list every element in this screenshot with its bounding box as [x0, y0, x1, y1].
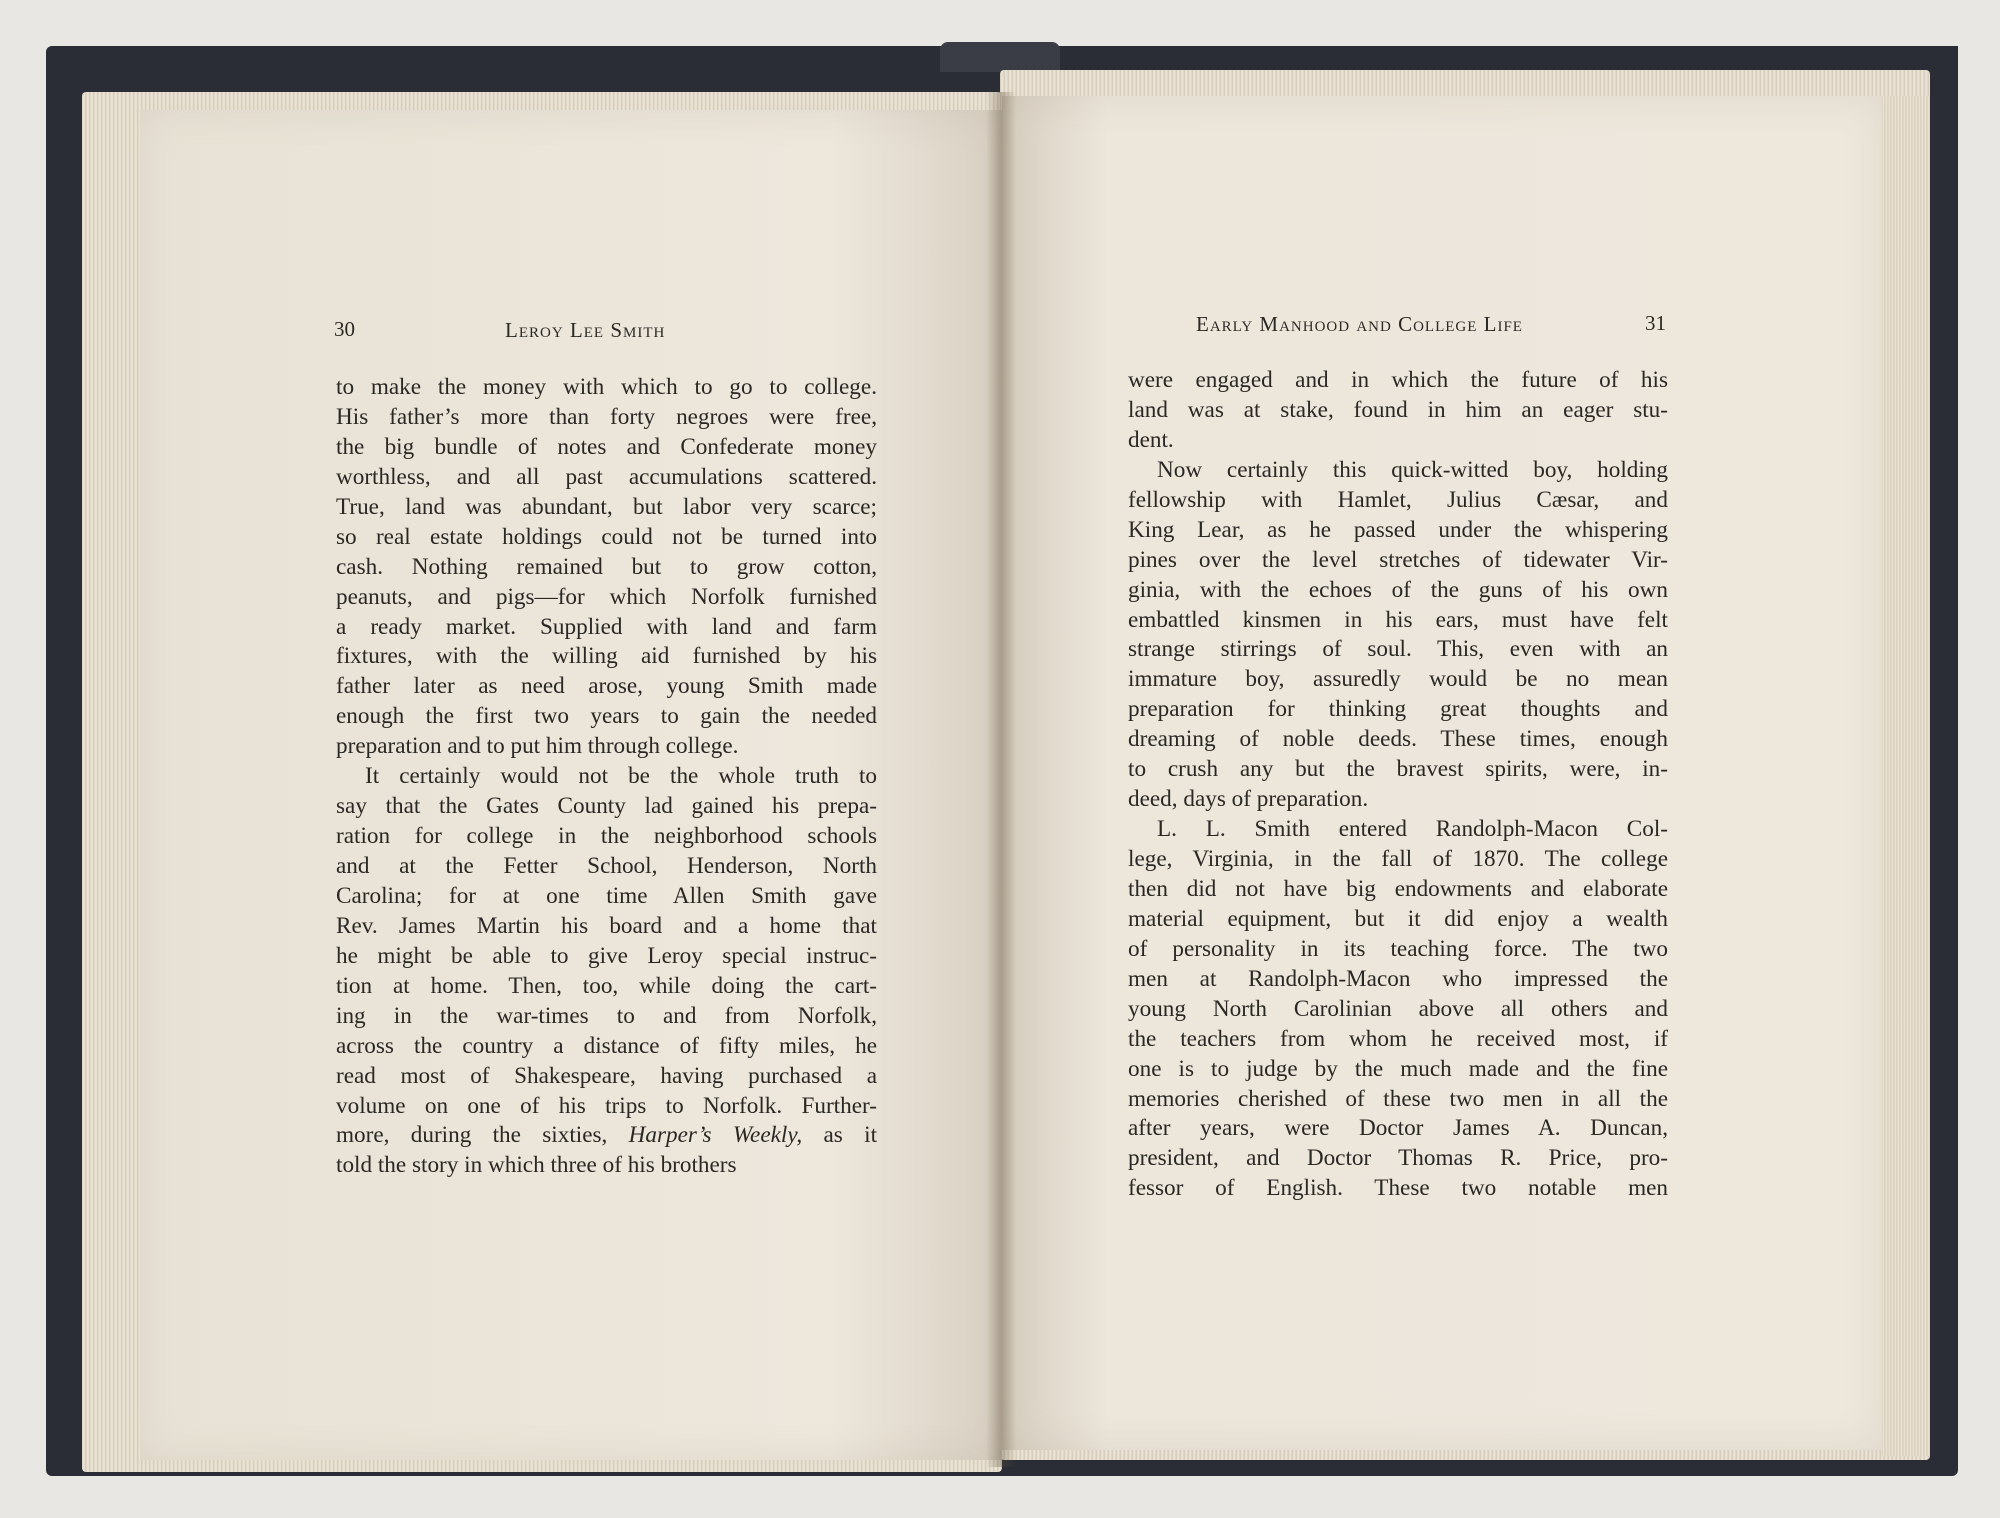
text-line: deed, days of preparation.: [1128, 786, 1369, 813]
text-line: then did not have big endowments and elaborate: [1128, 875, 1668, 902]
text-line: of personality in its teaching force. The two: [1128, 935, 1668, 962]
text-line: immature boy, assuredly would be no mean: [1128, 666, 1668, 693]
text-line: material equipment, but it did enjoy a wealth: [1128, 905, 1668, 932]
right-fore-edge: [1882, 96, 1930, 1456]
text-line: Rev. James Martin his board and a home that: [336, 912, 877, 939]
text-line: strange stirrings of soul. This, even with an: [1128, 636, 1668, 663]
text-line: so real estate holdings could not be turned into: [336, 523, 877, 550]
left-page-text: [336, 373, 877, 1181]
text-line: across the country a distance of fifty miles, he: [336, 1032, 877, 1059]
text-line: after years, were Doctor James A. Duncan,: [1128, 1115, 1668, 1142]
text-line: volume on one of his trips to Norfolk. Further-: [336, 1092, 877, 1119]
right-page-number: 31: [1645, 311, 1666, 335]
text-line: L. L. Smith entered Randolph-Macon Col-: [1157, 816, 1668, 843]
text-line: were engaged and in which the future of his: [1128, 367, 1668, 393]
text-line: [336, 1121, 877, 1151]
right-page-text: [1128, 366, 1668, 1204]
text-line: pines over the level stretches of tidewater Vir-: [1128, 546, 1668, 573]
text-line: the teachers from whom he received most, if: [1128, 1025, 1668, 1052]
text-line: told the story in which three of his brothers: [336, 1152, 737, 1179]
text-line: young North Carolinian above all others and: [1128, 995, 1668, 1022]
text-line: King Lear, as he passed under the whispering: [1128, 516, 1668, 543]
text-line: fellowship with Hamlet, Julius Cæsar, and: [1128, 486, 1668, 513]
text-line: president, and Doctor Thomas R. Price, pro-: [1128, 1145, 1668, 1172]
text-line: fessor of English. These two notable men: [1128, 1175, 1668, 1202]
text-line: Now certainly this quick-witted boy, holding: [1157, 456, 1668, 483]
text-line: preparation for thinking great thoughts and: [1128, 696, 1668, 723]
text-segment: more, during the sixties,: [336, 1122, 629, 1149]
right-running-head: Early Manhood and College Life: [1196, 312, 1523, 336]
left-page-number: 30: [334, 317, 355, 341]
text-line: to make the money with which to go to college.: [336, 374, 877, 400]
book-gutter: [986, 92, 1016, 1467]
left-running-head: Leroy Lee Smith: [505, 318, 666, 342]
italic-title: Harper’s Weekly,: [628, 1122, 803, 1149]
text-line: the big bundle of notes and Confederate money: [336, 433, 877, 460]
text-line: he might be able to give Leroy special instruc-: [336, 942, 877, 969]
text-line: dent.: [1128, 426, 1174, 453]
text-line: land was at stake, found in him an eager stu-: [1128, 396, 1668, 423]
text-line: True, land was abundant, but labor very scarce;: [336, 493, 877, 520]
text-line: memories cherished of these two men in all the: [1128, 1085, 1668, 1112]
text-line: read most of Shakespeare, having purchased a: [336, 1062, 877, 1089]
text-line: Carolina; for at one time Allen Smith gave: [336, 882, 877, 909]
text-line: men at Randolph-Macon who impressed the: [1128, 965, 1668, 992]
text-line: and at the Fetter School, Henderson, North: [336, 853, 877, 879]
text-line: peanuts, and pigs—for which Norfolk furnished: [336, 583, 877, 610]
text-line: lege, Virginia, in the fall of 1870. The college: [1128, 846, 1668, 872]
text-line: say that the Gates County lad gained his prepa-: [336, 793, 877, 820]
text-line: His father’s more than forty negroes were free,: [336, 403, 877, 430]
text-line: fixtures, with the willing aid furnished by his: [336, 643, 877, 670]
text-line: a ready market. Supplied with land and farm: [336, 613, 877, 640]
text-line: to crush any but the bravest spirits, were, in-: [1128, 756, 1668, 783]
text-segment: as it: [802, 1122, 877, 1149]
text-line: dreaming of noble deeds. These times, enough: [1128, 726, 1668, 753]
text-line: ing in the war-times to and from Norfolk,: [336, 1002, 877, 1029]
text-line: worthless, and all past accumulations scattered.: [336, 463, 877, 490]
text-line: ration for college in the neighborhood schools: [336, 823, 877, 850]
text-line: embattled kinsmen in his ears, must have felt: [1128, 606, 1668, 633]
text-line: ginia, with the echoes of the guns of his own: [1128, 576, 1668, 603]
text-line: cash. Nothing remained but to grow cotton,: [336, 553, 877, 580]
text-line: father later as need arose, young Smith made: [336, 673, 877, 700]
text-line: enough the first two years to gain the needed: [336, 703, 877, 730]
book-spine: [940, 42, 1060, 72]
text-line: tion at home. Then, too, while doing the cart-: [336, 972, 877, 999]
text-line: preparation and to put him through college.: [336, 733, 739, 760]
text-line: It certainly would not be the whole truth to: [365, 763, 877, 790]
text-line: one is to judge by the much made and the fine: [1128, 1055, 1668, 1082]
